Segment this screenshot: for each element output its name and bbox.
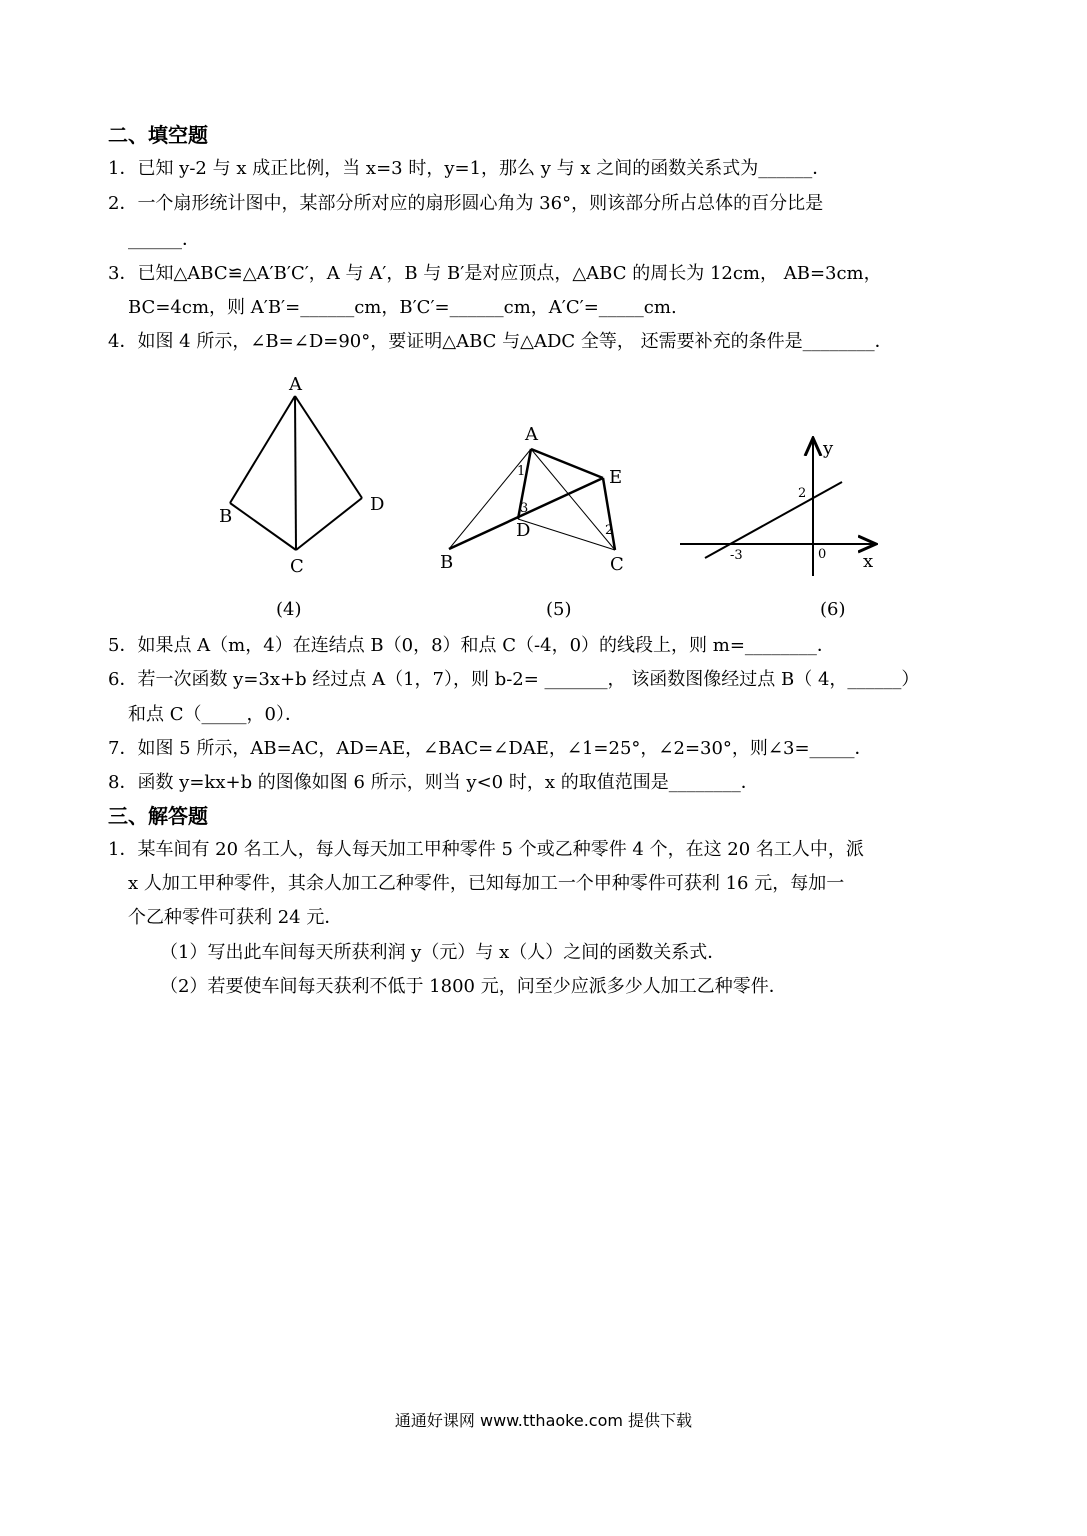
page-footer: 通通好课网 www.tthaoke.com 提供下载: [394, 1411, 693, 1430]
fig4-label-b: B: [219, 506, 233, 527]
fig5-label-e: E: [609, 467, 623, 488]
fig4-label-c: C: [290, 556, 304, 577]
fig4-caption: (4): [276, 599, 302, 620]
question-3-1-part1: （1）写出此车间每天所获利润 y（元）与 x（人）之间的函数关系式．: [160, 942, 726, 963]
fig5-caption: (5): [546, 599, 572, 620]
question-3-1: 1．某车间有 20 名工人，每人每天加工甲种零件 5 个或乙种零件 4 个，在这 20 名工人中，派: [108, 839, 864, 860]
fig4-label-d: D: [370, 494, 385, 515]
fig6-label-2: 2: [798, 486, 807, 501]
fig5-label-b: B: [440, 552, 454, 573]
question-2-8: 8．函数 y=kx+b 的图像如图 6 所示，则当 y<0 时，x 的取值范围是________．: [108, 772, 759, 793]
figure-4: [200, 370, 400, 580]
fig6-label-neg3: -3: [730, 548, 743, 563]
fig6-label-x: x: [863, 551, 874, 572]
question-2-2: 2．一个扇形统计图中，某部分所对应的扇形圆心角为 36°，则该部分所占总体的百分比是: [108, 193, 824, 214]
question-2-6: 6．若一次函数 y=3x+b 经过点 A（1，7），则 b-2= _______， 该函数图像经过点 B（ 4，______）: [108, 669, 920, 690]
question-3-1-cont2: 个乙种零件可获利 24 元．: [128, 907, 343, 928]
question-2-3-cont: BC=4cm，则 A′B′=______cm，B′C′=______cm，A′C′=_____cm.: [128, 297, 677, 318]
question-2-2-cont: ______．: [128, 229, 200, 250]
fig5-angle-1: 1: [517, 464, 526, 479]
fig5-label-c: C: [610, 554, 624, 575]
fig5-angle-2: 2: [605, 523, 614, 538]
fig5-label-a: A: [525, 424, 538, 445]
question-2-5: 5．如果点 A（m，4）在连结点 B（0，8）和点 C（-4，0）的线段上，则 m=________．: [108, 635, 835, 656]
section-3-heading: 三、解答题: [108, 804, 208, 828]
figure-5: [430, 420, 640, 580]
question-3-1-cont1: x 人加工甲种零件，其余人加工乙种零件，已知每加工一个甲种零件可获利 16 元，每加一: [128, 873, 845, 894]
fig5-angle-3: 3: [520, 501, 529, 516]
question-2-1: 1．已知 y-2 与 x 成正比例，当 x=3 时，y=1，那么 y 与 x 之间的函数关系式为______．: [108, 158, 831, 179]
fig6-label-0: 0: [818, 547, 827, 562]
fig6-caption: (6): [820, 599, 846, 620]
fig4-label-a: A: [289, 374, 302, 395]
fig5-label-d: D: [516, 520, 531, 541]
question-2-6-cont: 和点 C（_____，0）．: [128, 704, 303, 725]
question-2-3: 3．已知△ABC≌△A′B′C′，A 与 A′，B 与 B′是对应顶点，△ABC 的周长为 12cm， AB=3cm，: [108, 263, 882, 284]
question-2-4: 4．如图 4 所示，∠B=∠D=90°，要证明△ABC 与△ADC 全等， 还需要补充的条件是________．: [108, 331, 893, 352]
section-2-heading: 二、填空题: [108, 123, 208, 147]
fig6-label-y: y: [823, 438, 834, 459]
figure-6: [670, 430, 890, 590]
question-2-7: 7．如图 5 所示，AB=AC，AD=AE，∠BAC=∠DAE，∠1=25°，∠2=30°，则∠3=_____．: [108, 738, 873, 759]
question-3-1-part2: （2）若要使车间每天获利不低于 1800 元，问至少应派多少人加工乙种零件．: [160, 976, 787, 997]
